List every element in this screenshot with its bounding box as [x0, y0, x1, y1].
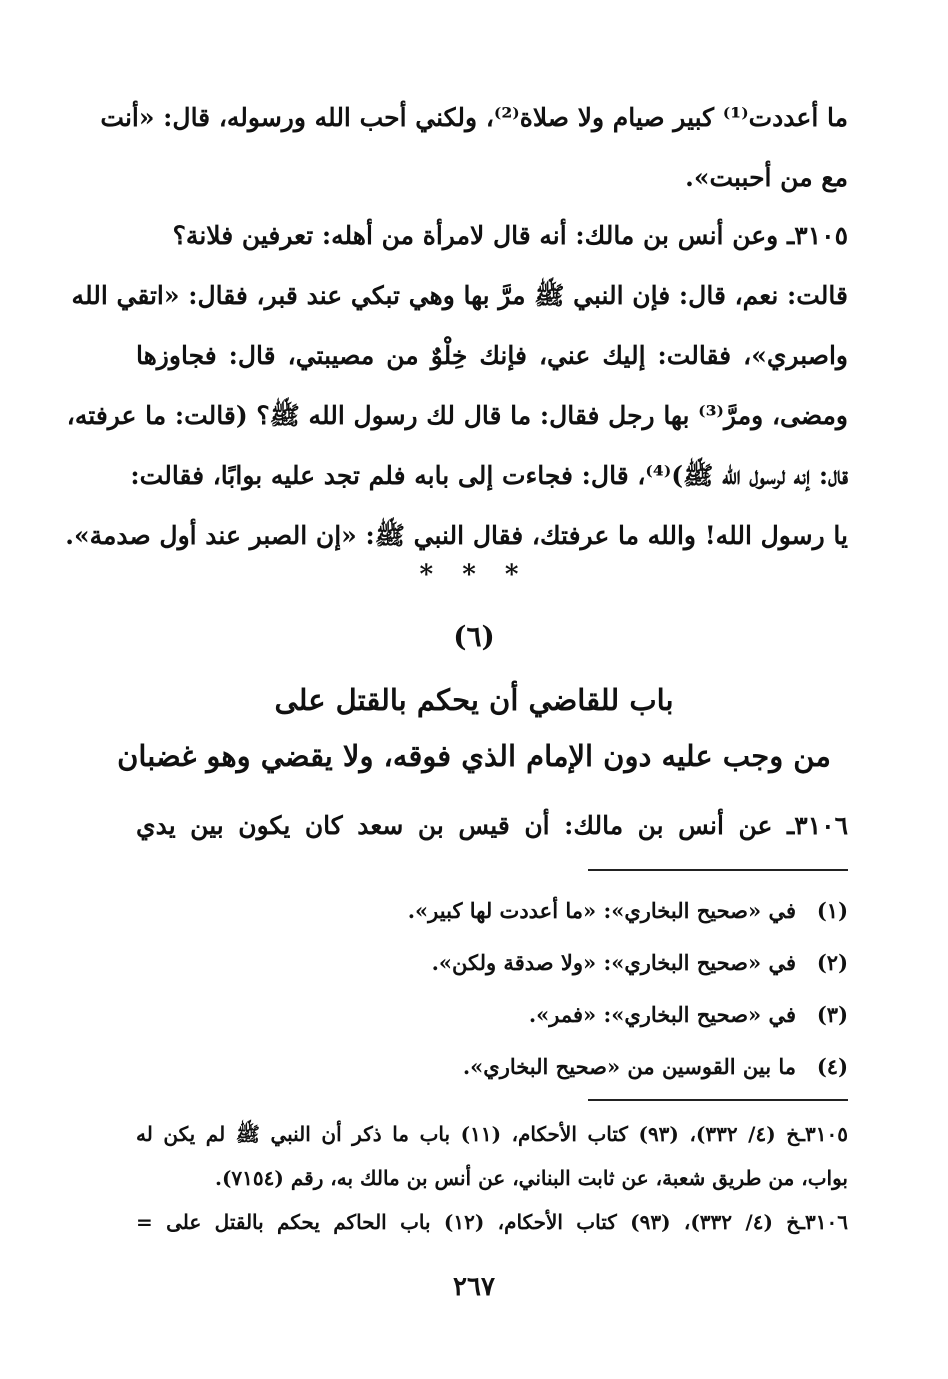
text-line — [136, 206, 848, 266]
footnote-text: ما بين القوسين من «صحيح البخاري». — [462, 1054, 796, 1079]
text-line: قال: إنه لرسول الله ﷺ)⁽⁴⁾، قال: فجاءت إلى بابه فلم تجد عليه بوابًا، فقالت: — [130, 461, 848, 490]
footnote-text: في «صحيح البخاري»: «فمر». — [528, 1002, 796, 1027]
hadith-3104-continuation — [100, 88, 848, 208]
source-line: ٣١٠٦ـخ (٤/ ٣٣٢)، (٩٣) كتاب الأحكام، (١٢) باب الحاكم يحكم بالقتل على = — [136, 1210, 848, 1234]
text-line-content: عن أنس بن مالك: أن قيس بن سعد كان يكون بين يدي — [136, 811, 773, 840]
text-line: واصبري»، فقالت: إليك عني، فإنك خِلْوٌ من مصيبتي، قال: فجاوزها — [136, 341, 848, 370]
sources-divider — [588, 1099, 848, 1101]
footnote-item — [136, 937, 848, 989]
footnote-number: (٢) — [816, 950, 848, 975]
hadith-3105 — [65, 206, 848, 566]
hadith-number: ٣١٠٥ـ — [786, 221, 848, 250]
footnote-number: (٣) — [816, 1002, 848, 1027]
footnote-divider — [588, 869, 848, 871]
text-line: مع من أحببت». — [685, 163, 848, 192]
text-line — [136, 796, 848, 856]
text-line: ما أعددت⁽¹⁾ كبير صيام ولا صلاة⁽²⁾، ولكني أحب الله ورسوله، قال: «أنت — [100, 103, 848, 132]
text-line: ومضى، ومرَّ⁽³⁾ بها رجل فقال: ما قال لك رسول الله ﷺ؟ (قالت: ما عرفته، — [66, 401, 848, 430]
text-line: قالت: نعم، قال: فإن النبي ﷺ مرَّ بها وهي تبكي عند قبر، فقال: «اتقي الله — [71, 281, 848, 310]
source-references — [136, 1112, 848, 1244]
footnotes — [136, 885, 848, 1093]
hadith-3106 — [136, 796, 848, 856]
chapter-title-line: باب للقاضي أن يحكم بالقتل على — [274, 683, 674, 717]
chapter-number: (٦) — [453, 620, 495, 653]
section-separator: * * * — [419, 560, 529, 590]
text-line-content: وعن أنس بن مالك: أنه قال لامرأة من أهله: تعرفين فلانة؟ — [172, 221, 779, 250]
footnote-number: (١) — [816, 898, 848, 923]
source-line: ٣١٠٥ـخ (٤/ ٣٣٢)، (٩٣) كتاب الأحكام، (١١) باب ما ذكر أن النبي ﷺ لم يكن له — [136, 1122, 848, 1146]
footnote-item — [136, 885, 848, 937]
footnote-text: في «صحيح البخاري»: «ما أعددت لها كبير». — [407, 898, 796, 923]
source-line: بواب، من طريق شعبة، عن ثابت البناني، عن أنس بن مالك به، رقم (٧١٥٤). — [214, 1166, 848, 1190]
text-line: يا رسول الله! والله ما عرفتك، فقال النبي ﷺ: «إن الصبر عند أول صدمة». — [65, 521, 848, 550]
footnote-text: في «صحيح البخاري»: «ولا صدقة ولكن». — [431, 950, 796, 975]
chapter-title-line: من وجب عليه دون الإمام الذي فوقه، ولا يقضي وهو غضبان — [117, 739, 831, 773]
chapter-title — [0, 672, 948, 784]
hadith-number: ٣١٠٦ـ — [786, 811, 848, 840]
footnote-number: (٤) — [816, 1054, 848, 1079]
footnote-item — [136, 989, 848, 1041]
footnote-item — [136, 1041, 848, 1093]
page-number: ٢٦٧ — [453, 1272, 495, 1302]
